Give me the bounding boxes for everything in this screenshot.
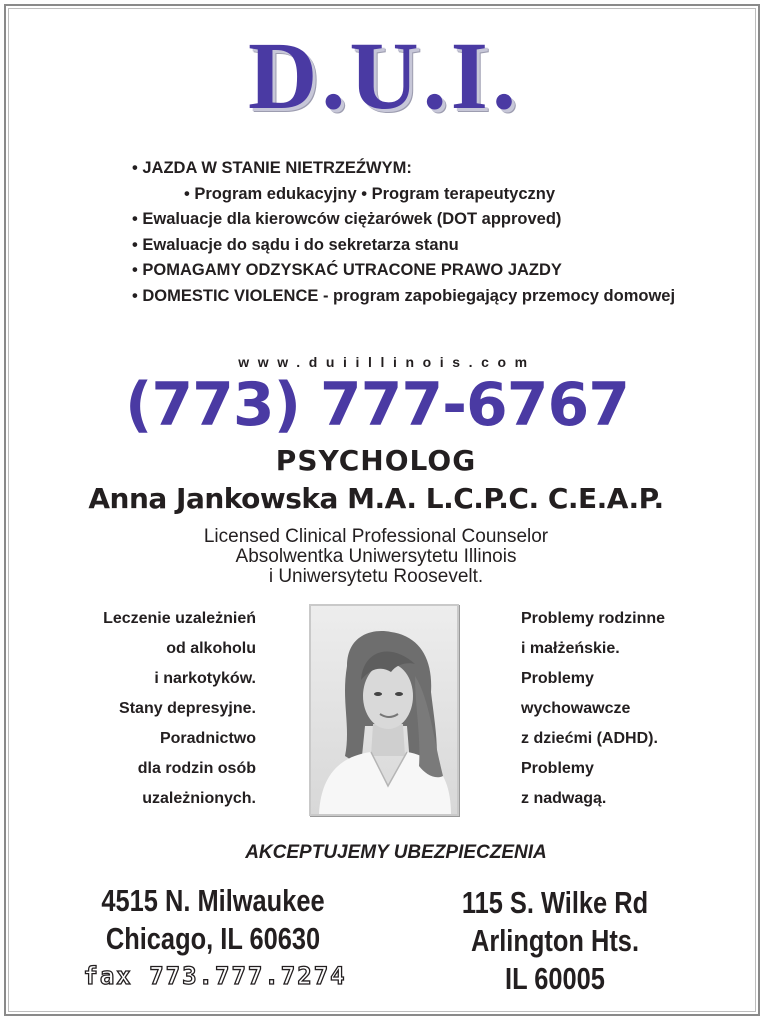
address-line: IL 60005 xyxy=(505,961,605,996)
service-line: z dziećmi (ADHD). xyxy=(521,730,658,747)
portrait-image xyxy=(311,606,457,814)
credentials-block xyxy=(0,527,752,587)
service-line: od alkoholu xyxy=(166,640,256,657)
services-bullet-list xyxy=(132,156,692,309)
address-line: Arlington Hts. xyxy=(470,923,640,958)
service-line: z nadwagą. xyxy=(521,790,607,807)
service-line: uzależnionych. xyxy=(142,790,256,807)
service-line: Poradnictwo xyxy=(159,730,256,747)
service-line: dla rodzin osób xyxy=(137,760,256,777)
bullet-item: • DOMESTIC VIOLENCE - program zapobiegający przemocy domowej xyxy=(132,286,676,305)
credential-line: Absolwentka Uniwersytetu Illinois xyxy=(235,546,517,567)
service-line: Leczenie uzależnień xyxy=(103,610,256,627)
portrait-photo xyxy=(309,604,459,816)
profession-heading: PSYCHOLOG xyxy=(275,444,477,477)
bullet-item: • Program edukacyjny • Program terapeutyczny xyxy=(184,184,556,203)
phone-number[interactable]: (773) 777-6767 xyxy=(124,370,630,440)
credential-line: i Uniwersytetu Roosevelt. xyxy=(268,566,484,587)
address-line: Chicago, IL 60630 xyxy=(105,921,321,956)
credential-line: Licensed Clinical Professional Counselor xyxy=(203,526,549,547)
chicago-address xyxy=(71,882,355,958)
service-line: i małżeńskie. xyxy=(521,640,620,657)
arlington-address xyxy=(420,884,691,998)
bullet-item: • JAZDA W STANIE NIETRZEŹWYM: xyxy=(132,159,412,177)
practitioner-name: Anna Jankowska M.A. L.C.P.C. C.E.A.P. xyxy=(88,482,664,515)
address-line: 4515 N. Milwaukee xyxy=(101,883,325,918)
ad-title: D.U.I. xyxy=(247,22,520,129)
fax-number: fax 773.777.7274 xyxy=(83,962,347,990)
service-line: Stany depresyjne. xyxy=(119,700,256,717)
bullet-item: • Ewaluacje dla kierowców ciężarówek (DOT approved) xyxy=(132,210,562,228)
right-services-list xyxy=(521,604,721,814)
address-line: 115 S. Wilke Rd xyxy=(461,885,649,920)
bullet-item: • POMAGAMY ODZYSKAĆ UTRACONE PRAWO JAZDY xyxy=(132,261,562,279)
service-line: i narkotyków. xyxy=(154,670,256,687)
service-line: Problemy xyxy=(521,670,594,687)
website-link[interactable]: www.duiillinois.com xyxy=(238,354,536,370)
bullet-item: • Ewaluacje do sądu i do sekretarza stanu xyxy=(132,235,459,254)
insurance-notice: AKCEPTUJEMY UBEZPIECZENIA xyxy=(245,842,547,863)
left-services-list xyxy=(60,604,256,814)
service-line: Problemy rodzinne xyxy=(521,610,666,627)
service-line: Problemy xyxy=(521,760,594,777)
service-line: wychowawcze xyxy=(521,700,631,717)
